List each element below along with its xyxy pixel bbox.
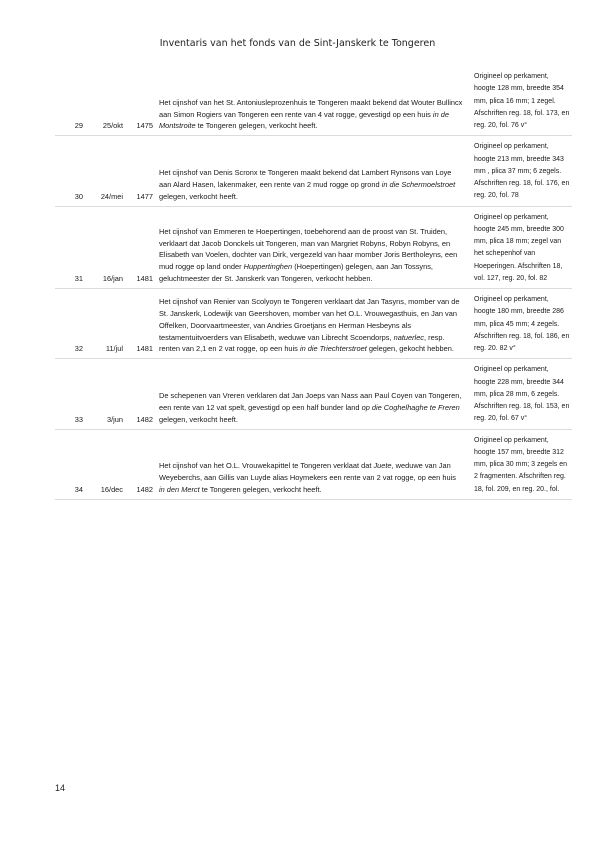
description-segment: (Hoepertingen) gelegen, aan Jan Tossyns, geluchtmeester der St. Janskerk van Tongeren, verkocht hebben. — [159, 262, 433, 284]
italic-place-name: op die Coghelhaghe te Freren — [361, 402, 460, 412]
italic-place-name: Huppertinghen — [243, 262, 293, 272]
inventory-entry — [55, 359, 572, 429]
description-segment: Het cijnshof van Denis Scronx te Tongeren maakt bekend dat Lambert Rynsons van Loye aan Alard Hasen, lakenmaker, een rente van 2 mud rogge op grond — [159, 167, 452, 189]
description-segment: Het cijnshof van het O.L. Vrouwekapittel te Tongeren verklaat dat — [159, 461, 374, 471]
entry-description — [156, 429, 469, 499]
page-header: Inventaris van het fonds van de Sint-Janskerk te Tongeren — [159, 38, 436, 49]
inventory-entry — [55, 66, 572, 136]
entry-date: 16/dec — [87, 429, 127, 499]
entry-number: 29 — [55, 66, 87, 136]
description-segment: De schepenen van Vreren verklaren dat Jan Joeps van Nass aan Paul Coyen van Tongeren, een rente van 12 vat spelt, gevestigd op een half bunder land — [159, 390, 462, 412]
entry-year: 1481 — [127, 206, 156, 289]
entry-number: 34 — [55, 429, 87, 499]
inventory-rows — [55, 66, 572, 499]
description-segment: gelegen, verkocht heeft. — [159, 414, 238, 424]
description-segment: te Tongeren gelegen, verkocht heeft. — [195, 121, 318, 131]
entry-physical-note: Origineel op perkament, hoogte 245 mm, breedte 300 mm, plica 18 mm; zegel van het schepenhof van Hoeperingen. Afschriften 18, vol. 127, reg. 20, fol. 82 — [469, 206, 572, 289]
inventory-entry — [55, 136, 572, 206]
entry-number: 31 — [55, 206, 87, 289]
description-segment: Het cijnshof van het St. Antoniusleprozenhuis te Tongeren maakt bekend dat Wouter Bullincx aan Simon Rogiers van Tongeren een rente van 4 vat rogge, gevestigd op een huis — [159, 97, 463, 119]
entry-year: 1482 — [127, 429, 156, 499]
description-segment: , weduwe van Jan Weyeberchs, aan Gillis van Luyde alias Hoymekers een rente van 2 vat rogge, op een huis — [159, 461, 456, 483]
entry-date: 11/jul — [87, 289, 127, 359]
italic-place-name: in de Montstroite — [159, 109, 449, 131]
description-segment: Het cijnshof van Renier van Scolyoyn te Tongeren verklaart dat Jan Tasyns, momber van de St. Janskerk, Lodewijk van Geershoven, momber van het O.L. Vrouwegasthuis, en Jan van Offelken, Doorvaartmeester, van Andries Groetjans en Herman Hesbeyns als testamentuitvoerders van Elisabeth, weduwe van Librecht Scoendorps, — [159, 297, 460, 342]
entry-physical-note: Origineel op perkament, hoogte 213 mm, breedte 343 mm , plica 37 mm; 6 zegels. Afschriften reg. 18, fol. 176, en reg. 20, fol. 78 — [469, 136, 572, 206]
entry-date: 3/jun — [87, 359, 127, 429]
entry-number: 30 — [55, 136, 87, 206]
inventory-table — [55, 66, 572, 500]
entry-physical-note: Origineel op perkament, hoogte 128 mm, breedte 354 mm, plica 16 mm; 1 zegel. Afschriften reg. 18, fol. 173, en reg. 20, fol. 76 v° — [469, 66, 572, 136]
description-segment: gelegen, verkocht heeft. — [159, 191, 238, 201]
entry-year: 1482 — [127, 359, 156, 429]
description-segment: , resp. renten van 2,1 en 2 vat rogge, op een huis — [159, 332, 445, 354]
entry-description — [156, 206, 469, 289]
description-segment: gelegen, gekocht hebben. — [366, 344, 454, 354]
entry-number: 32 — [55, 289, 87, 359]
entry-date: 16/jan — [87, 206, 127, 289]
description-segment: Het cijnshof van Emmeren te Hoepertingen, toebehorend aan de proost van St. Truiden, verklaart dat Jacob Donckels uit Tongeren, man van Margriet Robyns, Robyn Robyns, en Elisabeth van Voelen, dochter van Dirk, vergezeld van haar momber Joris Bertholeyns, een mud rogge op land onder — [159, 226, 458, 272]
entry-year: 1477 — [127, 136, 156, 206]
italic-place-name: in den Merct — [159, 484, 200, 494]
italic-place-name: in die Triechterstroet — [299, 344, 367, 354]
entry-physical-note: Origineel op perkament, hoogte 157 mm, breedte 312 mm, plica 30 mm; 3 zegels en 2 fragmenten. Afschriften reg. 18, fol. 209, en reg. 20., fol. — [469, 429, 572, 499]
entry-physical-note: Origineel op perkament, hoogte 228 mm, breedte 344 mm, plica 28 mm, 6 zegels. Afschriften reg. 18, fol. 153, en reg. 20, fol. 67 v° — [469, 359, 572, 429]
entry-year: 1475 — [127, 66, 156, 136]
inventory-entry — [55, 429, 572, 499]
entry-description — [156, 359, 469, 429]
entry-number: 33 — [55, 359, 87, 429]
italic-place-name: Juete — [373, 461, 392, 471]
entry-physical-note: Origineel op perkament, hoogte 180 mm, breedte 286 mm, plica 45 mm; 4 zegels. Afschriften reg. 18, fol. 186, en reg. 20. 82 v° — [469, 289, 572, 359]
entry-description — [156, 66, 469, 136]
italic-place-name: in die Schermoelstroet — [381, 179, 456, 189]
inventory-entry — [55, 289, 572, 359]
description-segment: te Tongeren gelegen, verkocht heeft. — [199, 484, 322, 494]
entry-date: 24/mei — [87, 136, 127, 206]
entry-date: 25/okt — [87, 66, 127, 136]
inventory-entry — [55, 206, 572, 289]
italic-place-name: natuerlec — [393, 332, 424, 342]
entry-description — [156, 136, 469, 206]
entry-year: 1481 — [127, 289, 156, 359]
page-number: 14 — [55, 783, 66, 793]
entry-description — [156, 289, 469, 359]
